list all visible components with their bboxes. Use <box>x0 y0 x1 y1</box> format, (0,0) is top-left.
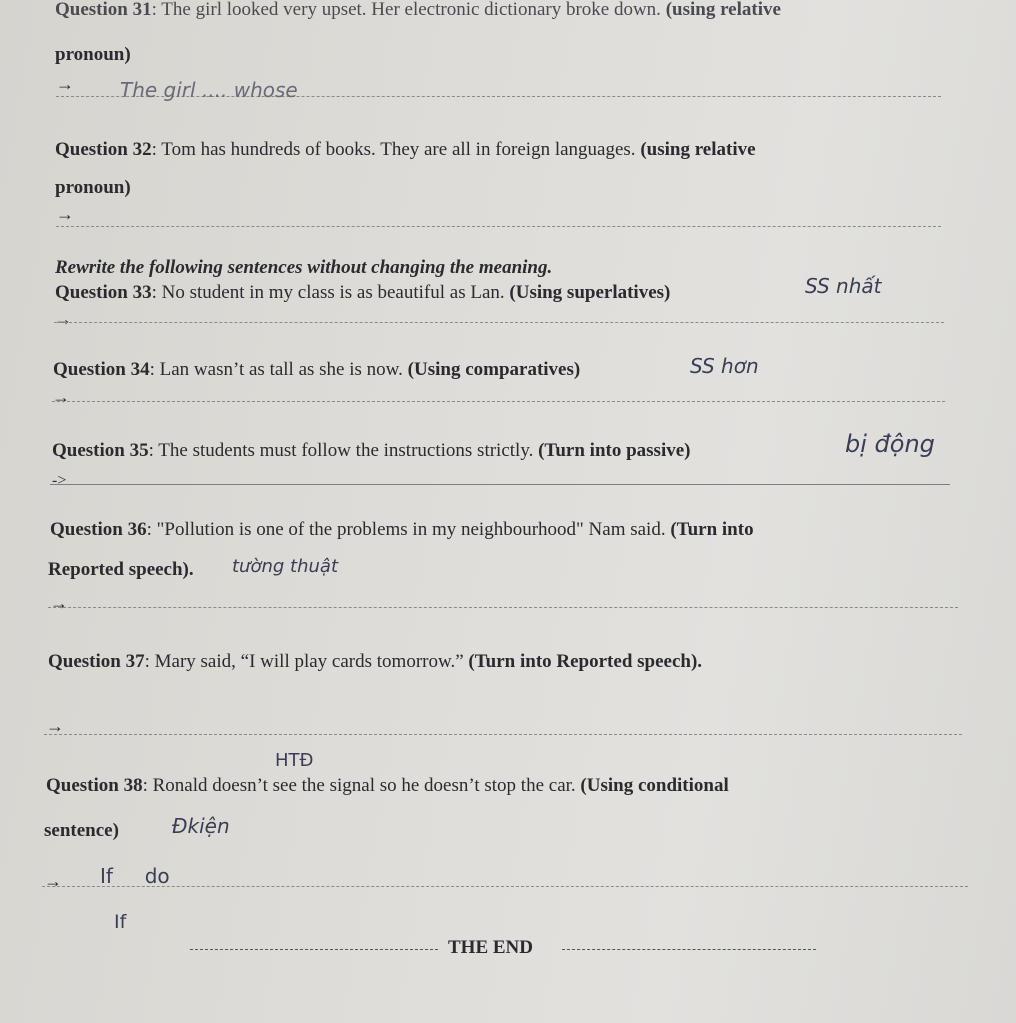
q36-line1 <box>50 520 754 539</box>
q33-hint: (Using superlatives) <box>509 282 671 303</box>
footer-rule-right <box>562 949 816 950</box>
q37-number: Question 37 <box>48 651 145 672</box>
q34-line1 <box>53 360 580 379</box>
q31-number: Question 31 <box>55 0 152 20</box>
q33-text: : No student in my class is as beautiful as Lan. <box>151 282 505 303</box>
q38-hint: (Using conditional <box>580 775 729 796</box>
q35-answer-line[interactable] <box>50 484 950 485</box>
q35-handwriting: bị động <box>845 430 935 458</box>
q35-number: Question 35 <box>52 440 149 461</box>
q37-answer-line[interactable] <box>44 734 962 735</box>
q34-answer-line[interactable] <box>52 401 945 402</box>
q34-number: Question 34 <box>53 359 150 380</box>
q33-line1 <box>55 283 670 302</box>
q37-hint: (Turn into Reported speech). <box>468 651 703 672</box>
q32-text: : Tom has hundreds of books. They are all in foreign languages. <box>151 139 636 160</box>
q32-hint-cont: pronoun) <box>55 177 131 198</box>
q38-handwriting-above: HTĐ <box>275 750 314 771</box>
q36-answer-line[interactable] <box>48 607 958 608</box>
q38-hint-cont: sentence) <box>44 820 119 841</box>
q35-text: : The students must follow the instructions strictly. <box>148 440 534 461</box>
q38-handwriting-answer: If do <box>100 864 170 888</box>
q32-number: Question 32 <box>55 139 152 160</box>
q38-line1 <box>46 776 729 795</box>
footer-rule-left <box>190 949 438 950</box>
q36-handwriting: tường thuật <box>232 556 338 577</box>
q38-answer-line[interactable] <box>42 886 968 887</box>
q33-answer-line[interactable] <box>54 322 944 323</box>
q38-handwriting: Đkiện <box>172 814 230 838</box>
q37-text: : Mary said, “I will play cards tomorrow.” <box>144 651 464 672</box>
footer-end: THE END <box>448 937 533 958</box>
q31-hint-cont: pronoun) <box>55 44 131 65</box>
q36-text: : "Pollution is one of the problems in my neighbourhood" Nam said. <box>146 519 666 540</box>
q32-line1 <box>55 140 756 159</box>
q32-hint: (using relative <box>640 139 756 160</box>
q31-handwriting: The girl .... whose <box>120 78 298 102</box>
q32-answer-line[interactable] <box>56 226 941 227</box>
q38-handwriting-below: If <box>114 911 127 933</box>
q31-hint: (using relative <box>665 0 781 20</box>
q31-line1 <box>55 0 781 19</box>
q36-arrow: → <box>50 593 68 613</box>
q34-text: : Lan wasn’t as tall as she is now. <box>149 359 403 380</box>
q37-arrow: → <box>46 716 64 736</box>
q38-text: : Ronald doesn’t see the signal so he doesn’t stop the car. <box>142 775 576 796</box>
q34-handwriting: SS hơn <box>690 354 759 378</box>
q35-hint: (Turn into passive) <box>538 440 691 461</box>
q36-number: Question 36 <box>50 519 147 540</box>
q33-arrow: → <box>54 309 72 329</box>
q38-number: Question 38 <box>46 775 143 796</box>
q31-text: : The girl looked very upset. Her electronic dictionary broke down. <box>151 0 661 20</box>
q38-arrow: → <box>44 871 62 891</box>
q37-line1 <box>48 652 702 671</box>
q33-handwriting: SS nhất <box>805 274 882 298</box>
q31-arrow: → <box>56 74 74 94</box>
section-instruction: Rewrite the following sentences without changing the meaning. <box>55 257 553 278</box>
q34-hint: (Using comparatives) <box>407 359 581 380</box>
q35-arrow: -> <box>52 472 67 489</box>
q35-line1 <box>52 441 690 460</box>
q36-hint: (Turn into <box>670 519 754 540</box>
q36-hint-cont: Reported speech). <box>48 559 194 580</box>
q34-arrow: → <box>52 387 70 407</box>
q32-arrow: → <box>56 204 74 224</box>
q33-number: Question 33 <box>55 282 152 303</box>
